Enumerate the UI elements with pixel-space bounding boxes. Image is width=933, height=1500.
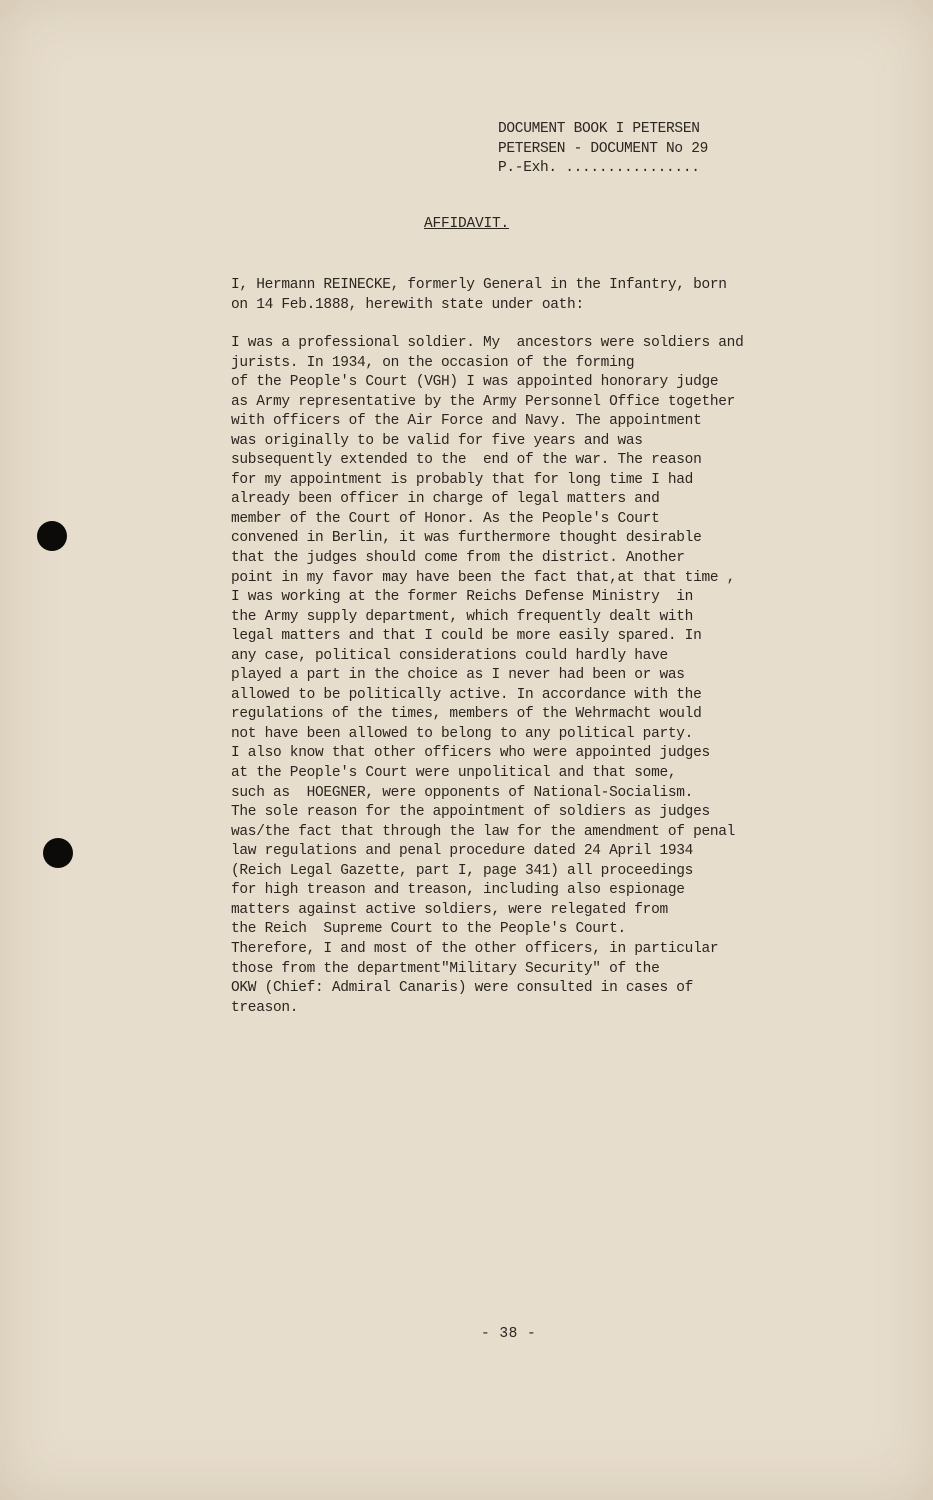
intro-line: I, Hermann REINECKE, formerly General in the Infantry, born [231,277,727,293]
exhibit-line: P.-Exh. ................ [498,160,700,176]
punch-hole-bottom [43,838,73,868]
body-line: I was a professional soldier. My ancestors were soldiers and [231,335,744,351]
intro-paragraph [231,276,727,315]
body-line: was/the fact that through the law for the amendment of penal [231,823,736,840]
body-line: (Reich Legal Gazette, part I, page 341) all proceedings [231,862,694,879]
body-line: allowed to be politically active. In accordance with the [231,686,702,703]
body-line: the Army supply department, which frequently dealt with [231,608,694,625]
body-line: played a part in the choice as I never had been or was [231,667,685,684]
body-line: those from the department"Military Security" of the [231,960,660,977]
body-line: regulations of the times, members of the Wehrmacht would [231,706,702,723]
document-book-line: DOCUMENT BOOK I PETERSEN [498,121,700,137]
body-line: for high treason and treason, including also espionage [231,882,685,899]
body-line: I was working at the former Reichs Defense Ministry in [231,589,694,606]
body-paragraph [231,334,744,1018]
body-line: with officers of the Air Force and Navy. The appointment [231,413,702,430]
body-line: already been officer in charge of legal matters and [231,491,660,508]
body-line: such as HOEGNER, were opponents of National-Socialism. [231,784,694,801]
page-number: - 38 - [481,1326,537,1342]
body-line: subsequently extended to the end of the war. The reason [231,452,702,469]
body-line: the Reich Supreme Court to the People's Court. [231,921,626,938]
document-reference-header [498,120,708,179]
body-line: for my appointment is probably that for long time I had [231,471,694,488]
body-line: member of the Court of Honor. As the People's Court [231,510,660,527]
body-line: that the judges should come from the district. Another [231,550,685,567]
punch-hole-top [37,521,67,551]
body-line: Therefore, I and most of the other officers, in particular [231,940,719,957]
body-line: point in my favor may have been the fact that,at that time , [231,569,736,586]
body-line: OKW (Chief: Admiral Canaris) were consulted in cases of [231,980,694,997]
body-line: as Army representative by the Army Personnel Office together [231,393,736,410]
body-line: at the People's Court were unpolitical and that some, [231,765,677,782]
body-line: law regulations and penal procedure dated 24 April 1934 [231,843,694,860]
body-line: matters against active soldiers, were relegated from [231,901,668,918]
body-line: was originally to be valid for five years and was [231,432,643,449]
body-line: I also know that other officers who were appointed judges [231,745,710,762]
body-line: jurists. In 1934, on the occasion of the forming [231,354,635,371]
intro-line: on 14 Feb.1888, herewith state under oath: [231,296,584,313]
body-line: not have been allowed to belong to any political party. [231,725,694,742]
body-line: convened in Berlin, it was furthermore thought desirable [231,530,702,547]
body-line: treason. [231,999,299,1016]
body-line: of the People's Court (VGH) I was appointed honorary judge [231,374,719,391]
document-number-line: PETERSEN - DOCUMENT No 29 [498,140,709,157]
body-line: legal matters and that I could be more easily spared. In [231,628,702,645]
body-line: The sole reason for the appointment of soldiers as judges [231,804,710,821]
document-title: AFFIDAVIT. [424,216,510,232]
body-line: any case, political considerations could hardly have [231,647,668,664]
